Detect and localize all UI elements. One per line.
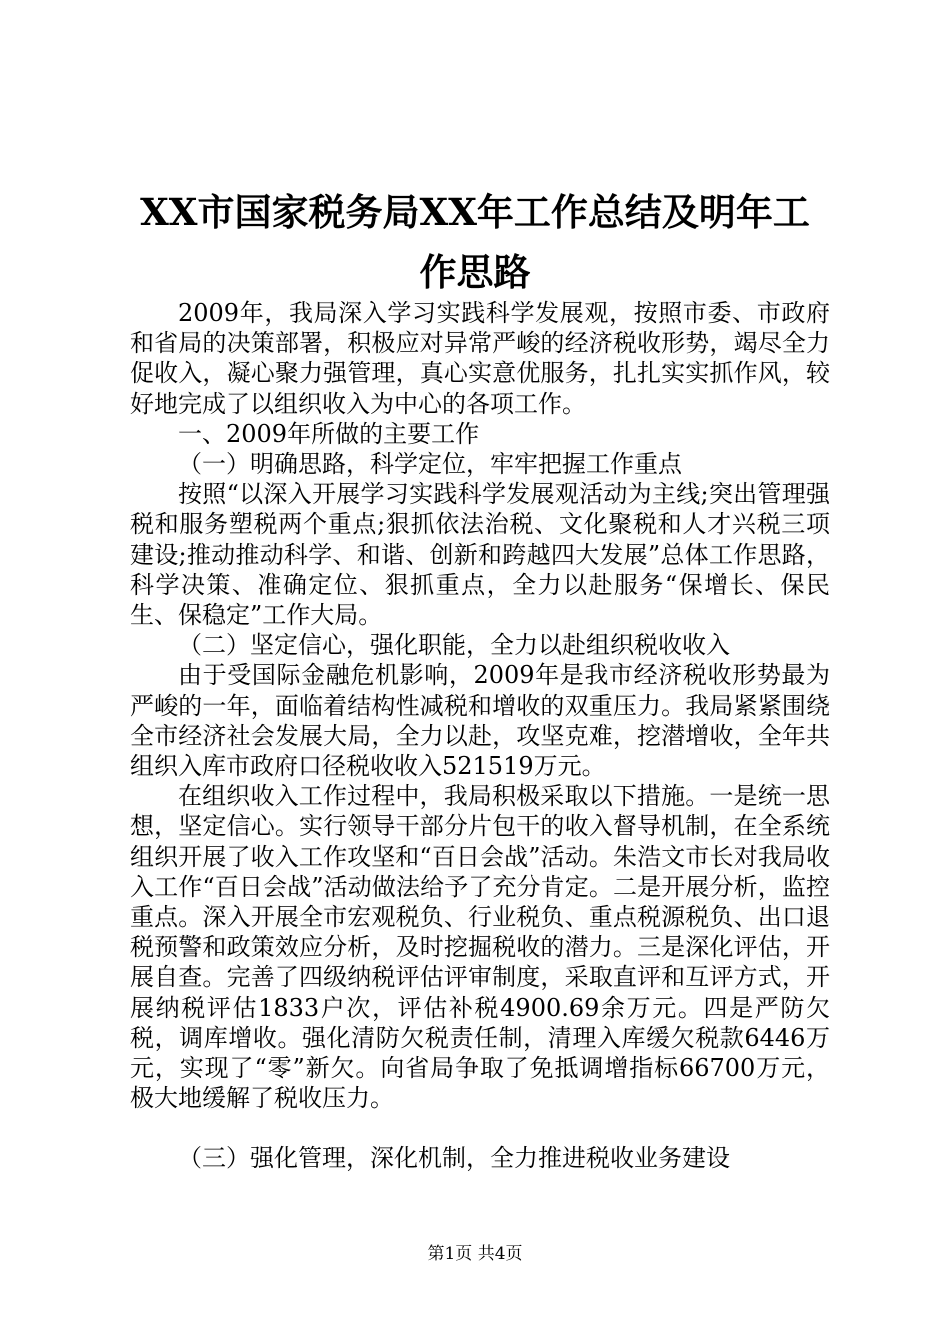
paragraph-intro: 2009年，我局深入学习实践科学发展观，按照市委、市政府和省局的决策部署，积极应对异常严峻的经济税收形势，竭尽全力促收入，凝心聚力强管理，真心实意优服务，扎扎实实抓作风，较好地完成了以组织收入为中心的各项工作。	[130, 299, 830, 418]
page-footer: 第1页 共4页	[427, 1244, 523, 1264]
subsection-heading: （三）强化管理，深化机制，全力推进税收业务建设	[178, 1144, 730, 1173]
paragraph: 按照“以深入开展学习实践科学发展观活动为主线;突出管理强税和服务塑税两个重点;狠抓依法治税、文化聚税和人才兴税三项建设;推动推动科学、和谐、创新和跨越四大发展”总体工作思路，科学决策、准确定位、狠抓重点，全力以赴服务“保增长、保民生、保稳定”工作大局。	[130, 480, 830, 630]
document-body	[130, 298, 830, 1174]
document-title: XX市国家税务局XX年工作总结及明年工作思路	[140, 190, 810, 294]
section-heading: 一、2009年所做的主要工作	[178, 419, 480, 448]
subsection-heading: （一）明确思路，科学定位，牢牢把握工作重点	[178, 450, 682, 479]
subsection-heading: （二）坚定信心，强化职能，全力以赴组织税收收入	[178, 631, 730, 660]
paragraph: 在组织收入工作过程中，我局积极采取以下措施。一是统一思想，坚定信心。实行领导干部分片包干的收入督导机制，在全系统组织开展了收入工作攻坚和“百日会战”活动。朱浩文市长对我局收入工作“百日会战”活动做法给予了充分肯定。二是开展分析，监控重点。深入开展全市宏观税负、行业税负、重点税源税负、出口退税预警和政策效应分析，及时挖掘税收的潜力。三是深化评估，开展自查。完善了四级纳税评估评审制度，采取直评和互评方式，开展纳税评估1833户次，评估补税4900.69余万元。四是严防欠税，调库增收。强化清防欠税责任制，清理入库缓欠税款6446万元，实现了“零”新欠。向省局争取了免抵调增指标66700万元，极大地缓解了税收压力。	[130, 782, 830, 1113]
paragraph: 由于受国际金融危机影响，2009年是我市经济税收形势最为严峻的一年，面临着结构性减税和增收的双重压力。我局紧紧围绕全市经济社会发展大局，全力以赴，攻坚克难，挖潜增收，全年共组织入库市政府口径税收收入521519万元。	[130, 661, 830, 781]
